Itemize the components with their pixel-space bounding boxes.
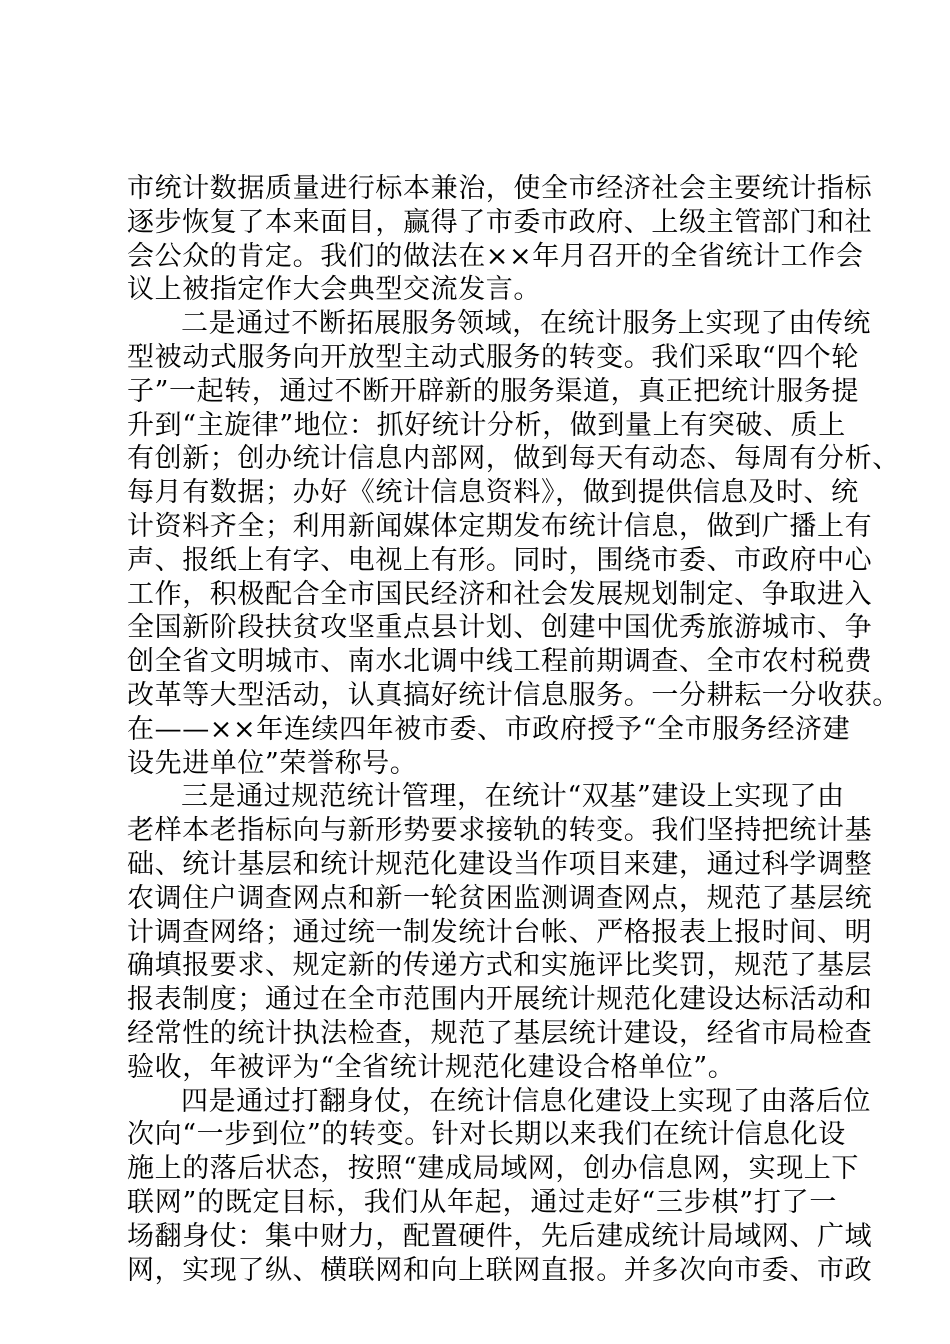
text-line: 计调查网络；通过统一制发统计台帐、严格报表上报时间、明 [127, 916, 873, 948]
text-line: 全国新阶段扶贫攻坚重点县计划、创建中国优秀旅游城市、争 [127, 612, 873, 644]
text-line: 网，实现了纵、横联网和向上联网直报。并多次向市委、市政 [127, 1254, 873, 1286]
text-line: 验收，年被评为“全省统计规范化建设合格单位”。 [127, 1051, 736, 1083]
text-line: 每月有数据；办好《统计信息资料》，做到提供信息及时、统 [127, 477, 859, 509]
text-line: 有创新；创办统计信息内部网，做到每天有动态、每周有分析、 [127, 443, 900, 475]
text-line: 报表制度；通过在全市范围内开展统计规范化建设达标活动和 [127, 984, 873, 1016]
text-line: 子”一起转，通过不断开辟新的服务渠道，真正把统计服务提 [127, 375, 860, 407]
text-line: 确填报要求、规定新的传递方式和实施评比奖罚，规范了基层 [127, 950, 873, 982]
text-line: 础、统计基层和统计规范化建设当作项目来建，通过科学调整 [127, 848, 873, 880]
text-line: 逐步恢复了本来面目，赢得了市委市政府、上级主管部门和社 [127, 206, 873, 238]
text-line: 市统计数据质量进行标本兼治，使全市经济社会主要统计指标 [127, 173, 873, 204]
text-line: 型被动式服务向开放型主动式服务的转变。我们采取“四个轮 [127, 341, 860, 373]
paragraph-first-line: 二是通过不断拓展服务领域，在统计服务上实现了由传统 [181, 308, 871, 340]
text-line: 工作，积极配合全市国民经济和社会发展规划制定、争取进入 [127, 578, 873, 610]
text-line: 次向“一步到位”的转变。针对长期以来我们在统计信息化设 [127, 1119, 846, 1151]
text-line: 会公众的肯定。我们的做法在××年月召开的全省统计工作会 [127, 240, 864, 272]
body-text [127, 172, 900, 1287]
text-line: 联网”的既定目标，我们从年起，通过走好“三步棋”打了一 [127, 1186, 837, 1218]
text-line: 设先进单位”荣誉称号。 [127, 747, 418, 779]
text-line: 施上的落后状态，按照“建成局域网，创办信息网，实现上下 [127, 1153, 860, 1185]
paragraph-first-line: 四是通过打翻身仗，在统计信息化建设上实现了由落后位 [181, 1085, 871, 1117]
text-line: 声、报纸上有字、电视上有形。同时，围绕市委、市政府中心 [127, 544, 873, 576]
text-line: 老样本老指标向与新形势要求接轨的转变。我们坚持把统计基 [127, 815, 873, 847]
paragraph-first-line: 三是通过规范统计管理，在统计“双基”建设上实现了由 [181, 781, 845, 813]
text-line: 计资料齐全；利用新闻媒体定期发布统计信息，做到广播上有 [127, 510, 873, 542]
text-line: 改革等大型活动，认真搞好统计信息服务。一分耕耘一分收获。 [127, 679, 900, 711]
text-line: 升到“主旋律”地位：抓好统计分析，做到量上有突破、质上 [127, 409, 846, 441]
text-line: 在——××年连续四年被市委、市政府授予“全市服务经济建 [127, 713, 851, 745]
text-line: 场翻身仗：集中财力，配置硬件，先后建成统计局域网、广域 [127, 1220, 873, 1252]
text-line: 农调住户调查网点和新一轮贫困监测调查网点，规范了基层统 [127, 882, 873, 914]
text-line: 经常性的统计执法检查，规范了基层统计建设，经省市局检查 [127, 1017, 873, 1049]
text-line: 创全省文明城市、南水北调中线工程前期调查、全市农村税费 [127, 646, 873, 678]
text-line: 议上被指定作大会典型交流发言。 [127, 274, 541, 306]
